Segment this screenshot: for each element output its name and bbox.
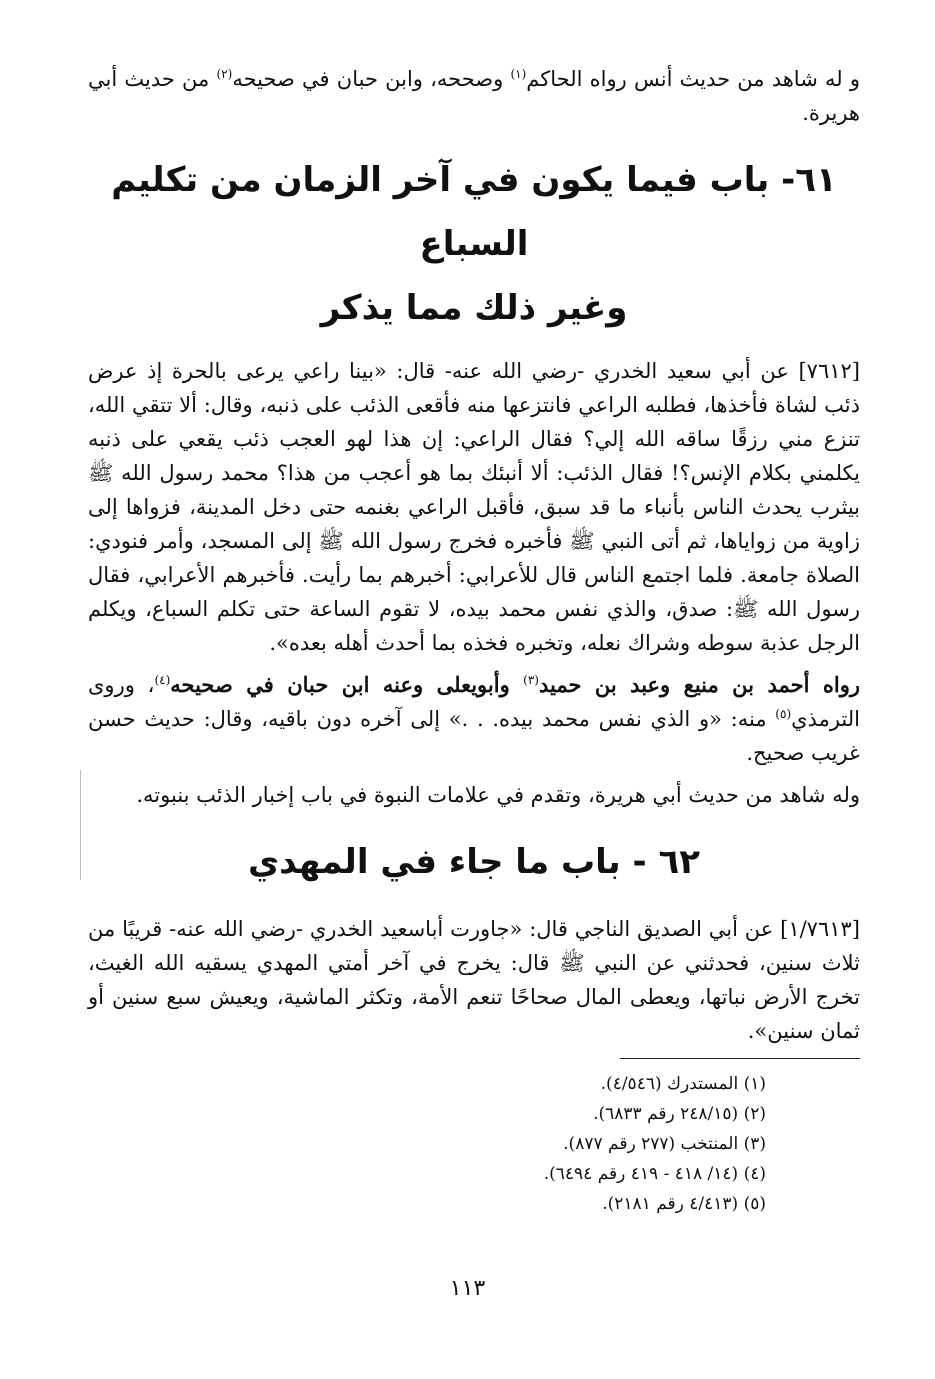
takhrij-bold-a: رواه أحمد بن منيع وعبد بن حميد bbox=[538, 672, 860, 697]
footnote-3: (٣) المنتخب (٢٧٧ رقم ٨٧٧). bbox=[563, 1134, 766, 1154]
footnote-ref-3[interactable]: (٣) bbox=[523, 673, 539, 687]
shahid-paragraph: وله شاهد من حديث أبي هريرة، وتقدم في علامات النبوة في باب إخبار الذئب بنبوته. bbox=[136, 783, 860, 807]
takhrij-paragraph bbox=[88, 668, 860, 770]
chapter-61-title-line2: وغير ذلك مما يذكر bbox=[320, 288, 628, 328]
page-body bbox=[88, 62, 860, 1219]
intro-paragraph bbox=[88, 62, 860, 130]
intro-text-c: من حديث أبي هريرة. bbox=[88, 67, 860, 125]
footnote-4: (٤) (١٤/ ٤١٨ - ٤١٩ رقم ٦٤٩٤). bbox=[543, 1164, 766, 1184]
footnote-2: (٢) (٢٤٨/١٥ رقم ٦٨٣٣). bbox=[593, 1104, 766, 1124]
chapter-61-title bbox=[88, 148, 860, 340]
footnote-ref-2[interactable]: (٢) bbox=[216, 67, 233, 81]
takhrij-text-c: ، وروى الترمذي bbox=[88, 673, 860, 731]
hadith-7612: [٧٦١٢] عن أبي سعيد الخدري -رضي الله عنه- قال: «بينا راعي يرعى بالحرة إذ عرض ذئب لشاة فأخذها، فطلبه الراعي فانتزعها منه فأقعى الذئب على ذنبه، وقال: ألا تتقي الله، تنزع مني رزقًا ساقه الله إلي؟ فقال الراعي: إن هذا لهو العجب ذئب يقعي على ذنبه يكلمني بكلام الإنس؟! فقال الذئب: ألا أنبئك بما هو أعجب من هذا؟ محمد رسول الله ﷺ بيثرب يحدث الناس بأنباء ما قد سبق، فأقبل الراعي بغنمه حتى دخل المدينة، فزواها إلى زاوية من زواياها، ثم أتى النبي ﷺ فأخبره فخرج رسول الله ﷺ إلى المسجد، وأمر فنودي: الصلاة جامعة. فلما اجتمع الناس قال للأعرابي: أخبرهم بما رأيت. فأخبرهم الأعرابي، فقال رسول الله ﷺ: صدق، والذي نفس محمد بيده، لا تقوم الساعة حتى تكلم السباع، ويكلم الرجل عذبة سوطه وشراك نعله، وتخبره فخذه بما أحدث أهله بعده». bbox=[88, 359, 860, 655]
footnote-divider bbox=[620, 1058, 860, 1059]
intro-text-b: وصححه، وابن حبان في صحيحه bbox=[232, 67, 511, 91]
hadith-7613: [١/٧٦١٣] عن أبي الصديق الناجي قال: «جاورت أباسعيد الخدري -رضي الله عنه- قريبًا من ثلاث سنين، فحدثني عن النبي ﷺ قال: يخرج في آخر أمتي المهدي يسقيه الله الغيث، تخرج الأرض نباتها، ويعطى المال صحاحًا تنعم الأمة، وتكثر الماشية، ويعيش سبع سنين أو ثمان سنين». bbox=[88, 917, 860, 1043]
takhrij-bold-b: وأبويعلى وعنه ابن حبان في صحيحه bbox=[170, 672, 524, 697]
footnote-ref-1[interactable]: (١) bbox=[510, 67, 527, 81]
footnote-5: (٥) (٤/٤١٣ رقم ٢١٨١). bbox=[602, 1194, 766, 1214]
footnote-1: (١) المستدرك (٤/٥٤٦). bbox=[600, 1074, 766, 1094]
footnote-ref-5[interactable]: (٥) bbox=[775, 707, 792, 721]
footnote-ref-4[interactable]: (٤) bbox=[154, 673, 171, 687]
intro-text-a: و له شاهد من حديث أنس رواه الحاكم bbox=[526, 67, 860, 91]
page-number: ١١٣ bbox=[449, 1276, 486, 1301]
footnotes-list bbox=[88, 1069, 860, 1219]
takhrij-text-d: منه: «و الذي نفس محمد بيده. . .» إلى آخره دون باقيه، وقال: حديث حسن غريب صحيح. bbox=[88, 707, 860, 765]
chapter-61-title-line1: ٦١- باب فيما يكون في آخر الزمان من تكليم السباع bbox=[111, 160, 837, 264]
margin-mark bbox=[80, 770, 81, 880]
chapter-62-title: ٦٢ - باب ما جاء في المهدي bbox=[248, 842, 700, 882]
